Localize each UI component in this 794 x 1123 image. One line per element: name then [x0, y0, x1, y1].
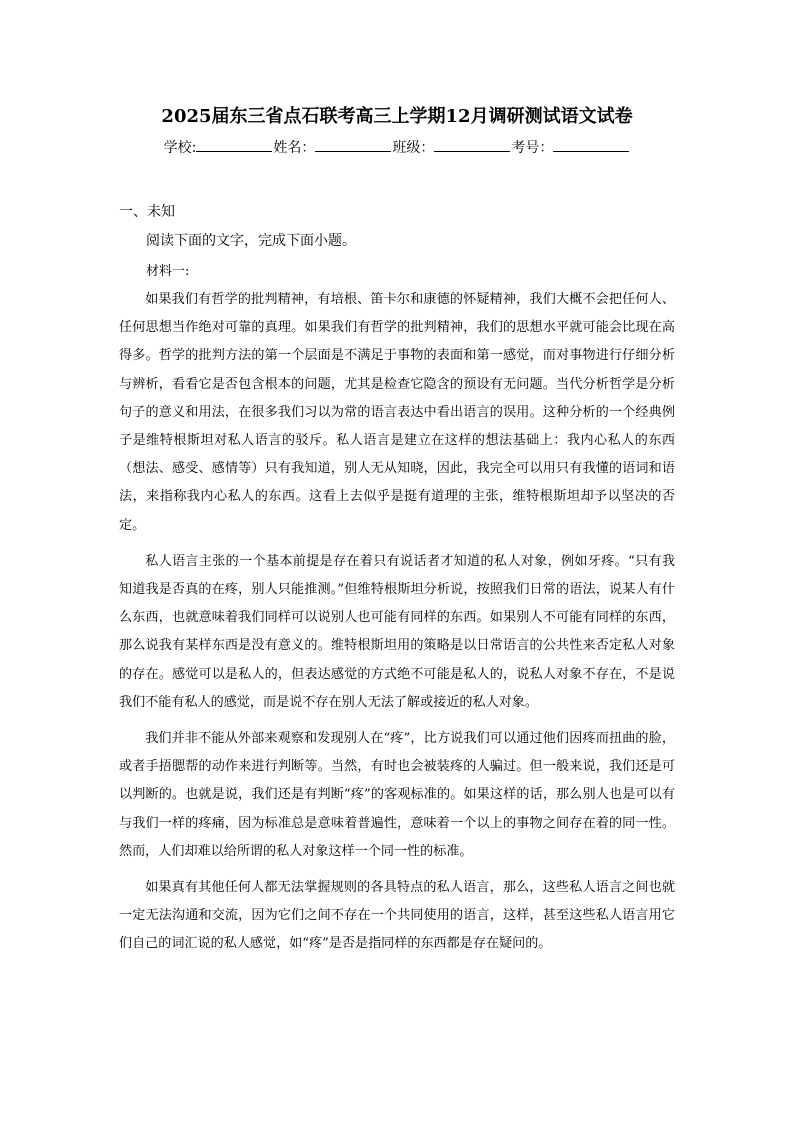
- passage-paragraph: 私人语言主张的一个基本前提是存在着只有说话者才知道的私人对象，例如牙疼。“只有我知道我是否真的在疼，别人只能推测。”但维特根斯坦分析说，按照我们日常的语法，说某人有什么东西，也就意味着我们同样可以说别人也可能有同样的东西。如果别人不可能有同样的东西，那么说我有某样东西是没有意义的。维特根斯坦用的策略是以日常语言的公共性来否定私人对象的存在。感觉可以是私人的，但表达感觉的方式绝不可能是私人的，说私人对象不存在，不是说我们不能有私人的感觉，而是说不存在别人无法了解或接近的私人对象。: [119, 553, 675, 710]
- exam-number-blank[interactable]: [553, 137, 629, 152]
- passage-paragraph: 我们并非不能从外部来观察和发现别人在“疼”，比方说我们可以通过他们因疼而扭曲的脸，或者手捂腮帮的动作来进行判断等。当然，有时也会被装疼的人骗过。但一般来说，我们还是可以判断的。也就是说，我们还是有判断“疼”的客观标准的。如果这样的话，那么别人也是可以有与我们一样的疼痛，因为标准总是意味着普遍性，意味着一个以上的事物之间存在着的同一性。然而，人们却难以给所谓的私人对象这样一个同一性的标准。: [119, 731, 675, 859]
- section-heading: 一、未知: [119, 204, 175, 220]
- student-info-line: [0, 137, 794, 159]
- exam-number-label: 考号：: [511, 140, 554, 156]
- reading-instruction: 阅读下面的文字，完成下面小题。: [146, 233, 356, 249]
- material-label: 材料一:: [146, 264, 190, 279]
- school-field: [164, 137, 274, 159]
- school-blank[interactable]: [196, 137, 272, 152]
- school-label: 学校:: [163, 140, 197, 156]
- passage-paragraph: 如果真有其他任何人都无法掌握规则的各具特点的私人语言，那么，这些私人语言之间也就一定无法沟通和交流，因为它们之间不存在一个共同使用的语言，这样，甚至这些私人语言用它们自己的词汇说的私人感觉，如“疼”是否是指同样的东西都是存在疑问的。: [119, 880, 675, 952]
- class-blank[interactable]: [434, 137, 510, 152]
- name-blank[interactable]: [315, 137, 391, 152]
- class-label: 班级：: [392, 140, 435, 156]
- exam-number-field: [511, 137, 630, 159]
- exam-title: 2025届东三省点石联考高三上学期12月调研测试语文试卷: [161, 106, 633, 127]
- name-field: [273, 137, 392, 159]
- reading-passage: [119, 286, 675, 967]
- name-label: 姓名：: [273, 140, 316, 156]
- class-field: [392, 137, 511, 159]
- passage-paragraph: 如果我们有哲学的批判精神，有培根、笛卡尔和康德的怀疑精神，我们大概不会把任何人、任何思想当作绝对可靠的真理。如果我们有哲学的批判精神，我们的思想水平就可能会比现在高得多。哲学的批判方法的第一个层面是不满足于事物的表面和第一感觉，而对事物进行仔细分析与辨析，看看它是否包含根本的问题，尤其是检查它隐含的预设有无问题。当代分析哲学是分析句子的意义和用法，在很多我们习以为常的语言表达中看出语言的误用。这种分析的一个经典例子是维特根斯坦对私人语言的驳斥。私人语言是建立在这样的想法基础上：我内心私人的东西（想法、感受、感情等）只有我知道，别人无从知晓，因此，我完全可以用只有我懂的语词和语法，来指称我内心私人的东西。这看上去似乎是挺有道理的主张，维特根斯坦却予以坚决的否定。: [119, 292, 675, 533]
